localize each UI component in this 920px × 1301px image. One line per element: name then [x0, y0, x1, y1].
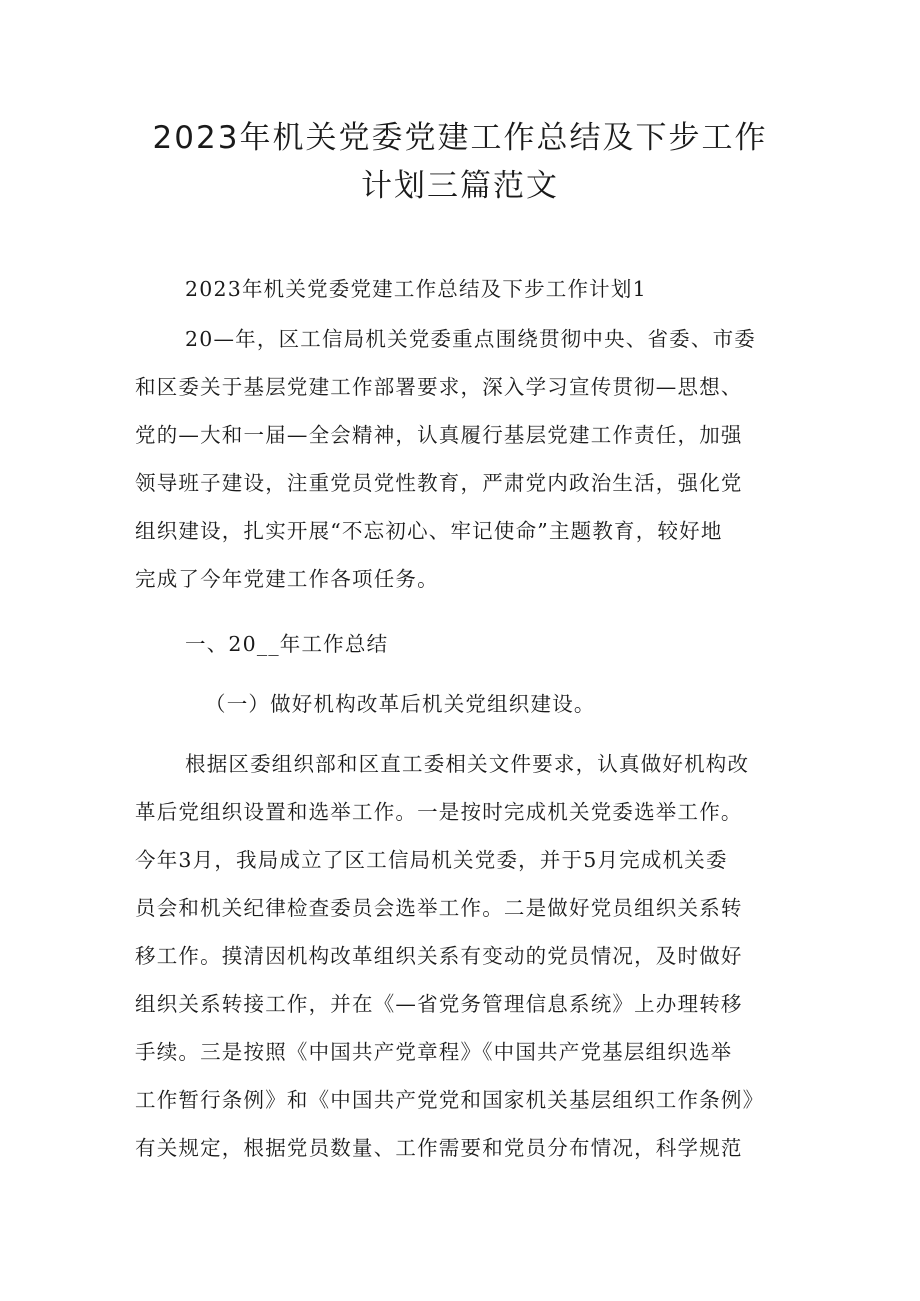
body-paragraph-line: 移工作。摸清因机构改革组织关系有变动的党员情况，及时做好	[135, 944, 743, 968]
intro-paragraph-line: 完成了今年党建工作各项任务。	[135, 567, 439, 591]
body-paragraph-line: 今年3月，我局成立了区工信局机关党委，并于5月完成机关委	[135, 848, 728, 872]
intro-paragraph-line: 领导班子建设，注重党员党性教育，严肃党内政治生活，强化党	[135, 471, 743, 495]
body-paragraph-line: 革后党组织设置和选举工作。一是按时完成机关党委选举工作。	[135, 800, 743, 824]
intro-paragraph-line: 组织建设，扎实开展“不忘初心、牢记使命”主题教育，较好地	[135, 519, 723, 543]
subsection-heading: （一）做好机构改革后机关党组织建设。	[205, 692, 596, 716]
intro-paragraph-line: 和区委关于基层党建工作部署要求，深入学习宣传贯彻—思想、	[135, 375, 743, 399]
intro-paragraph-line: 20—年，区工信局机关党委重点围绕贯彻中央、省委、市委	[185, 327, 756, 351]
document-title-line-1: 2023年机关党委党建工作总结及下步工作	[152, 120, 768, 156]
body-paragraph-line: 手续。三是按照《中国共产党章程》《中国共产党基层组织选举	[135, 1040, 733, 1064]
body-paragraph-line: 工作暂行条例》和《中国共产党党和国家机关基层组织工作条例》	[135, 1088, 765, 1112]
body-paragraph-line: 有关规定，根据党员数量、工作需要和党员分布情况，科学规范	[135, 1136, 743, 1160]
body-paragraph-line: 员会和机关纪律检查委员会选举工作。二是做好党员组织关系转	[135, 896, 743, 920]
body-paragraph-line: 根据区委组织部和区直工委相关文件要求，认真做好机构改	[185, 752, 750, 776]
document-title-line-2: 计划三篇范文	[361, 168, 559, 204]
section-heading: 一、20__年工作总结	[185, 632, 389, 656]
intro-paragraph-line: 党的—大和一届—全会精神，认真履行基层党建工作责任，加强	[135, 423, 743, 447]
body-paragraph-line: 组织关系转接工作，并在《—省党务管理信息系统》上办理转移	[135, 992, 743, 1016]
document-subtitle: 2023年机关党委党建工作总结及下步工作计划1	[185, 277, 647, 301]
